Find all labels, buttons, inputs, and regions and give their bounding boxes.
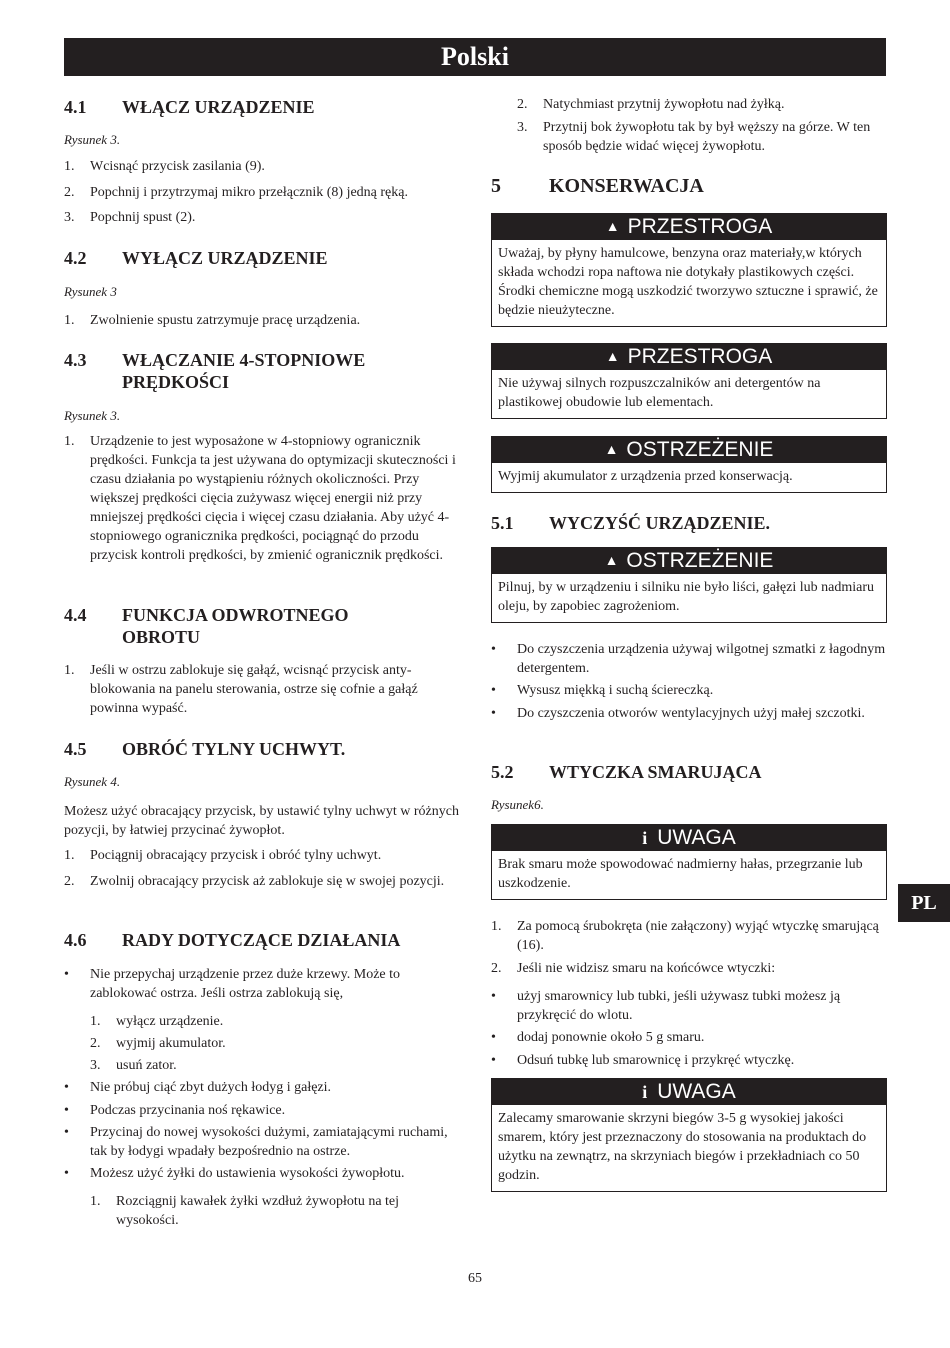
sub-list-item: 3. usuń zator. xyxy=(90,1058,177,1073)
figure-reference: Rysunek 3 xyxy=(64,284,117,299)
list-item: 2. Zwolnij obracający przycisk aż zablokuje się w swojej pozycji. xyxy=(64,874,445,889)
bullet-item: • Do czyszczenia otworów wentylacyjnych użyj małej szczotki. xyxy=(491,706,865,721)
list-item: 2. Jeśli nie widzisz smaru na końcówce wtyczki: xyxy=(491,961,776,976)
list-item: 1. Za pomocą śrubokręta (nie załączony) wyjąć wtyczkę smarującą (16). xyxy=(491,919,879,953)
bullet-item: • Możesz użyć żyłki do ustawienia wysokości żywopłotu. xyxy=(64,1166,405,1181)
sub-list-item: 2. wyjmij akumulator. xyxy=(90,1036,226,1051)
figure-reference: Rysunek 4. xyxy=(64,774,121,789)
bullet-item: • Odsuń tubkę lub smarownicę i przykręć wtyczkę. xyxy=(491,1053,795,1068)
figure-reference: Rysunek6. xyxy=(491,797,544,812)
bullet-item: • Nie próbuj ciąć zbyt dużych łodyg i gałęzi. xyxy=(64,1080,332,1095)
page-number: 65 xyxy=(468,1271,482,1286)
list-item: 1. Zwolnienie spustu zatrzymuje pracę urządzenia. xyxy=(64,313,361,328)
sub-list-item: 1. wyłącz urządzenie. xyxy=(90,1014,224,1029)
list-item: 1. Jeśli w ostrzu zablokuje się gałąź, wcisnąć przycisk anty-blokowania na panelu sterowania, ostrze się cofnie a gałąź powinna wypaść. xyxy=(64,663,418,716)
language-tab: PL xyxy=(898,884,950,922)
bullet-item: • użyj smarownicy lub tubki, jeśli używasz tubki możesz ją przykręcić do wlotu. xyxy=(491,989,841,1023)
figure-reference: Rysunek 3. xyxy=(64,132,121,147)
bullet-item: • Wysusz miękką i suchą ściereczką. xyxy=(491,683,714,698)
bullet-item: • Podczas przycinania noś rękawice. xyxy=(64,1103,286,1118)
caution-box: ▲ PRZESTROGA Uważaj, by płyny hamulcowe, benzyna oraz materiały,w których składa wchodzi ropa naftowa nie dotykały plastikowych części. Środki chemiczne mogą uszkodzić tworzywo sztuczne i sprawić, że będzie nieużyteczne. xyxy=(491,213,887,327)
warning-box: ▲ OSTRZEŻENIE Wyjmij akumulator z urządzenia przed konserwacją. xyxy=(491,436,887,493)
sub-list-item: 1. Rozciągnij kawałek żyłki wzdłuż żywopłotu na tej wysokości. xyxy=(90,1194,400,1228)
warning-icon: ▲ xyxy=(605,348,620,364)
note-box: i UWAGA Zalecamy smarowanie skrzyni biegów 3-5 g wysokiej jakości smarem, który jest przeznaczony do stosowania na produktach do użytku na zewnątrz, na skrzyniach biegów i przekładniach co 50 godzin. xyxy=(491,1078,887,1192)
info-icon: i xyxy=(642,828,648,848)
list-item: 2. Popchnij i przytrzymaj mikro przełącznik (8) jedną ręką. xyxy=(64,185,408,200)
list-item: 1. Wcisnąć przycisk zasilania (9). xyxy=(64,159,265,174)
list-item: 3. Popchnij spust (2). xyxy=(64,210,196,225)
page-header: Polski xyxy=(64,38,886,76)
warning-box: ▲ OSTRZEŻENIE Pilnuj, by w urządzeniu i silniku nie było liści, gałęzi lub nadmiaru oleju, by zapobiec zagrożeniom. xyxy=(491,547,887,623)
list-item: 1. Urządzenie to jest wyposażone w 4-stopniowy ogranicznik prędkości. Funkcja ta jest używana do optymizacji skuteczności i czasu działania po wystąpieniu różnych okoliczności. Przy większej prędkości cięcia zużywasz więcej energii niż przy mniejszej prędkości cięcia i więcej czasu działania. Aby użyć 4-stopniowego ogranicznika prędkości, pociągnąć do przodu przycisk kontroli prędkości, by zmienić ogranicznik prędkości. xyxy=(64,434,456,563)
bullet-item: • Przycinaj do nowej wysokości dużymi, zamiatającymi ruchami, tak by łodygi wpadały bezpośrednio na ostrze. xyxy=(64,1125,448,1159)
warning-icon: ▲ xyxy=(605,218,620,234)
warning-icon: ▲ xyxy=(604,552,619,568)
paragraph: Możesz użyć obracający przycisk, by ustawić tylny uchwyt w różnych pozycji, by łatwiej przycinać żywopłot. xyxy=(64,804,459,838)
note-box: i UWAGA Brak smaru może spowodować nadmierny hałas, przegrzanie lub uszkodzenie. xyxy=(491,824,887,900)
bullet-item: • dodaj ponownie około 5 g smaru. xyxy=(491,1030,705,1045)
bullet-item: • Nie przepychaj urządzenie przez duże krzewy. Może to zablokować ostrza. Jeśli ostrza zablokują się, xyxy=(64,967,401,1001)
list-item: 2. Natychmiast przytnij żywopłotu nad żyłką. xyxy=(517,97,785,112)
info-icon: i xyxy=(642,1082,648,1102)
caution-box: ▲ PRZESTROGA Nie używaj silnych rozpuszczalników ani detergentów na plastikowej obudowie lub elementach. xyxy=(491,343,887,419)
warning-icon: ▲ xyxy=(604,441,619,457)
bullet-item: • Do czyszczenia urządzenia używaj wilgotnej szmatki z łagodnym detergentem. xyxy=(491,642,886,676)
figure-reference: Rysunek 3. xyxy=(64,408,121,423)
list-item: 1. Pociągnij obracający przycisk i obróć tylny uchwyt. xyxy=(64,848,382,863)
list-item: 3. Przytnij bok żywopłotu tak by był węższy na górze. W ten sposób będzie widać więcej żywopłotu. xyxy=(517,120,871,154)
